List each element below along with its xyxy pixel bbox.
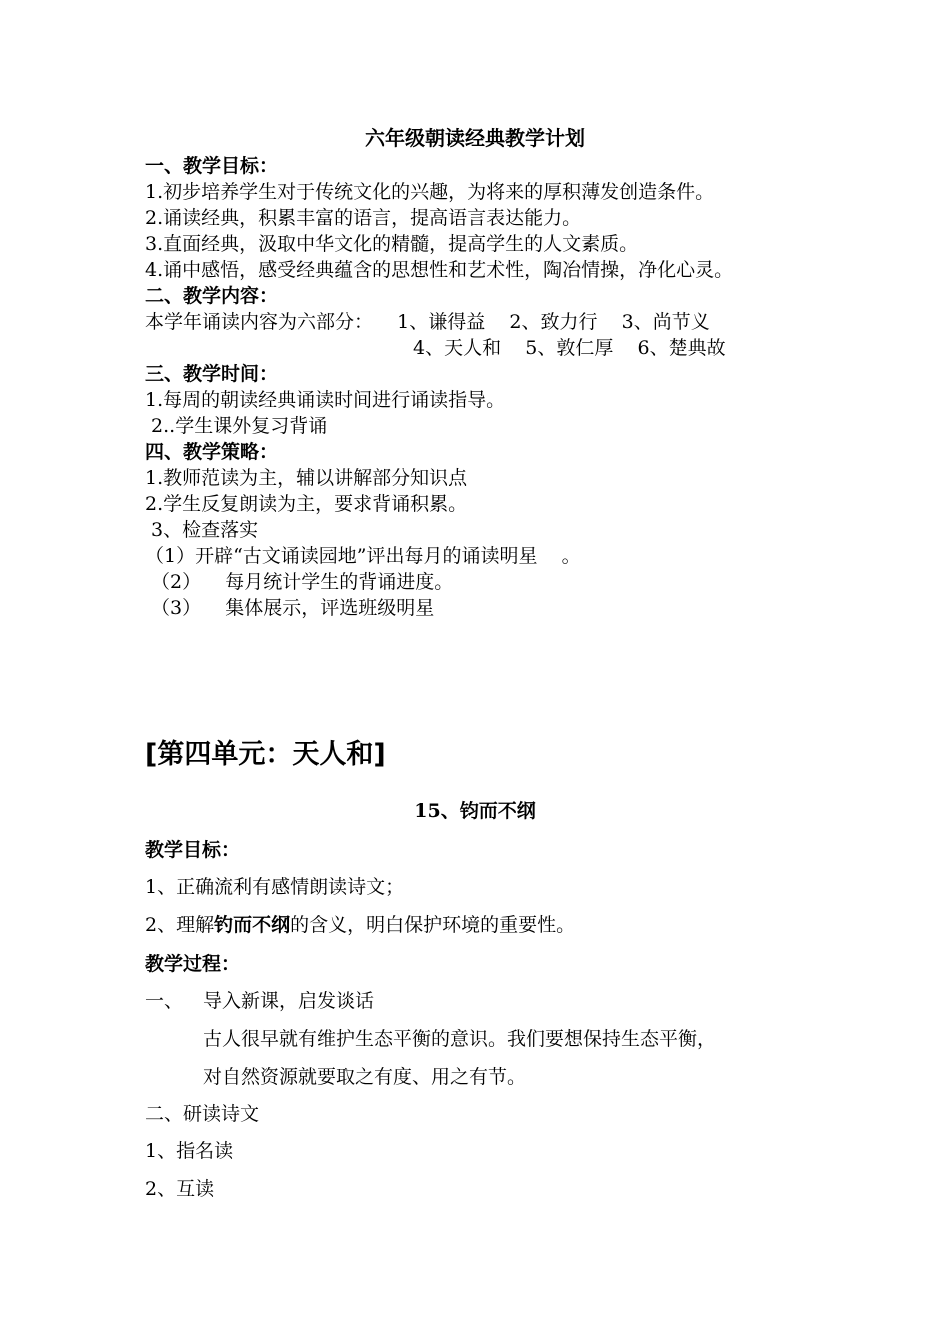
step-1-text-line-1: 古人很早就有维护生态平衡的意识。我们要想保持生态平衡， [203,1028,717,1050]
step-1-text-line-2: 对自然资源就要取之有度、用之有节。 [203,1066,527,1088]
lesson-goal-2-keyword: 钓而不纲 [214,914,291,936]
content-heading: 二、教学内容： [145,285,279,307]
lesson-goal-2 [145,911,575,939]
goals-heading: 一、教学目标： [145,155,279,177]
step-2: 二、研读诗文 [145,1103,260,1125]
strategy-item-2: 2.学生反复朗读为主，要求背诵积累。 [145,493,468,515]
unit-heading: [第四单元：天人和] [145,739,386,770]
strategy-sub-3: （3） 集体展示，评选班级明星 [145,597,435,619]
goal-item-2: 2.诵读经典，积累丰富的语言，提高语言表达能力。 [145,207,582,229]
lesson-goals-heading: 教学目标： [145,839,241,861]
strategy-item-3: 3、检查落实 [145,519,259,541]
content-line-1: 本学年诵读内容为六部分： 1、谦得益 2、致力行 3、尚节义 [145,311,710,333]
step-2-item-2: 2、互读 [145,1178,215,1200]
goal-item-1: 1.初步培养学生对于传统文化的兴趣，为将来的厚积薄发创造条件。 [145,181,715,203]
strategy-item-1: 1.教师范读为主，辅以讲解部分知识点 [145,467,468,489]
plan-title: 六年级朝读经典教学计划 [365,126,585,150]
lesson-goal-2-prefix: 2、理解 [145,914,215,936]
time-item-1: 1.每周的朝读经典诵读时间进行诵读指导。 [145,389,506,411]
lesson-title: 15、钧而不纲 [414,800,536,822]
step-1-number: 一、 [145,990,184,1012]
goal-item-4: 4.诵中感悟，感受经典蕴含的思想性和艺术性，陶冶情操，净化心灵。 [145,259,734,281]
content-line-2: 4、天人和 5、敦仁厚 6、楚典故 [413,337,726,359]
lesson-goal-2-suffix: 的含义，明白保护环境的重要性。 [290,914,576,936]
time-heading: 三、教学时间： [145,363,279,385]
step-1-label: 导入新课，启发谈话 [203,990,375,1012]
lesson-goal-1: 1、正确流利有感情朗读诗文； [145,876,405,898]
strategy-sub-2: （2） 每月统计学生的背诵进度。 [145,571,454,593]
step-2-item-1: 1、指名读 [145,1140,234,1162]
process-heading: 教学过程： [145,953,241,975]
goal-item-3: 3.直面经典，汲取中华文化的精髓，提高学生的人文素质。 [145,233,639,255]
strategy-heading: 四、教学策略： [145,441,279,463]
time-item-2: 2..学生课外复习背诵 [145,415,328,437]
strategy-sub-1: （1）开辟“古文诵读园地”评出每月的诵读明星 。 [145,545,581,567]
